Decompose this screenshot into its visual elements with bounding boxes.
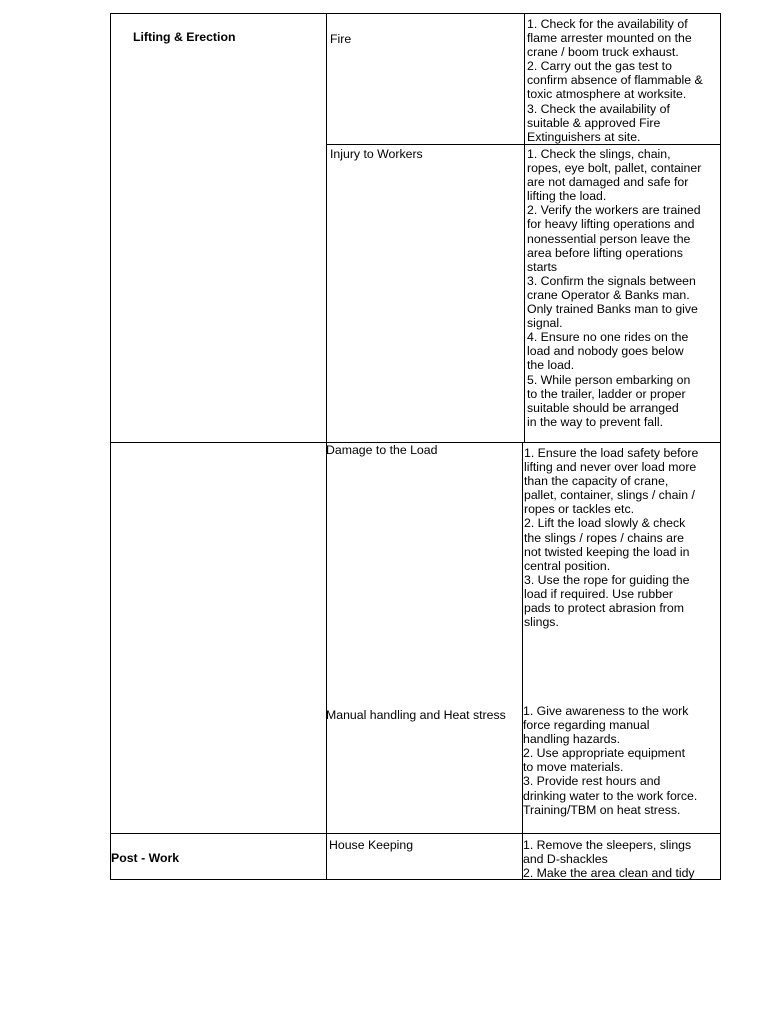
control-measures: 1. Check the slings, chain, ropes, eye bolt, pallet, container are not damaged and safe for lifting the load. 2. Verify the workers are trained for heavy lifting operations and nonessential person leave the area before lifting operations starts 3. Confirm the signals between crane Operator & Banks man. Only trained Banks man to give signal. 4. Ensure no one rides on the load and nobody goes below the load. 5. While person embarking on to the trailer, ladder or proper suitable should be arranged in the way to prevent fall.	[527, 147, 702, 429]
control-measures: 1. Check for the availability of flame arrester mounted on the crane / boom truck exhaust. 2. Carry out the gas test to confirm absence of flammable & toxic atmosphere at worksite. 3. Check the availability of suitable & approved Fire Extinguishers at site.	[527, 17, 703, 144]
row-divider-post-work	[110, 833, 721, 834]
hazard-label: House Keeping	[329, 838, 414, 852]
control-measures: 1. Give awareness to the work force regarding manual handling hazards. 2. Use appropriate equipment to move materials. 3. Provide rest hours and drinking water to the work force. Training/TBM on heat stress.	[523, 704, 698, 817]
hazard-label: Injury to Workers	[330, 147, 423, 161]
table-border-left	[110, 13, 111, 880]
hazard-label: Fire	[330, 32, 352, 46]
control-measures: 1. Ensure the load safety before lifting and never over load more than the capacity of crane, pallet, container, slings / chain / ropes or tackles etc. 2. Lift the load slowly & check the slings / ropes / chains are not twisted keeping the load in central position. 3. Use the rope for guiding the load if required. Use rubber pads to protect abrasion from slings.	[524, 446, 699, 630]
hazard-label: Damage to the Load	[326, 443, 438, 457]
stage-label: Lifting & Erection	[133, 30, 236, 44]
hazard-label: Manual handling and Heat stress	[326, 708, 506, 722]
column-divider-controls-upper	[524, 13, 525, 443]
table-border-right	[720, 13, 721, 880]
table-border-top	[110, 13, 721, 14]
stage-label: Post - Work	[111, 851, 180, 865]
control-measures: 1. Remove the sleepers, slings and D-shackles 2. Make the area clean and tidy	[523, 838, 695, 881]
